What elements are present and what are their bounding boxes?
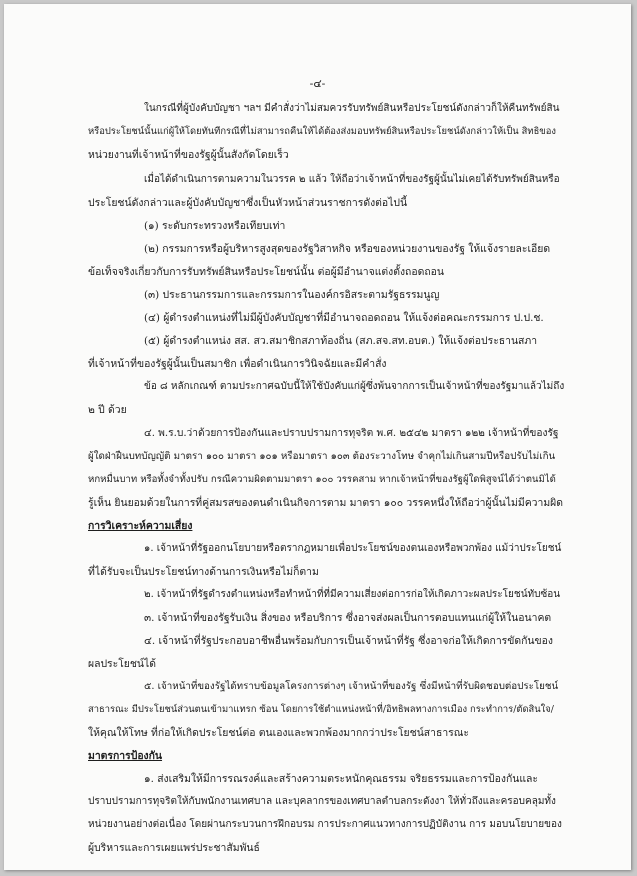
text-line: สาธารณะ มีประโยชน์ส่วนตนเข้ามาแทรก ซ้อน โดยการใช้ตำแหน่งหน้าที่/อิทธิพลทางการเมือง กระทำการ/ตัดสินใจ/ bbox=[88, 704, 554, 715]
text-line: ผลประโยชน์ได้ bbox=[88, 658, 157, 670]
text-line: หน่วยงานที่เจ้าหน้าที่ของรัฐผู้นั้นสังกัดโดยเร็ว bbox=[88, 149, 289, 161]
list-item: ๔. เจ้าหน้าที่รัฐประกอบอาชีพอื่นพร้อมกับการเป็นเจ้าหน้าที่รัฐ ซึ่งอาจก่อให้เกิดการขัดกันของ bbox=[144, 635, 553, 647]
list-item: (๑) ระดับกระทรวงหรือเทียบเท่า bbox=[144, 220, 286, 232]
list-item: (๔) ผู้ดำรงตำแหน่งที่ไม่มีผู้บังคับบัญชาที่มีอำนาจถอดถอน ให้แจ้งต่อคณะกรรมการ ป.ป.ช. bbox=[144, 312, 544, 324]
list-item: ๑. เจ้าหน้าที่รัฐออกนโยบายหรือตรากฎหมายเพื่อประโยชน์ของตนเองหรือพวกพ้อง แม้ว่าประโยชน์ bbox=[144, 543, 562, 554]
text-line: ปราบปรามการทุจริตให้กับพนักงานเทศบาล และบุคลากรของเทศบาลตำบลกระดังงา ให้ทั่วถึงและครอบคลุมทั้ง bbox=[88, 796, 556, 807]
text-line: ๒ ปี ด้วย bbox=[88, 404, 127, 416]
list-item: ๑. ส่งเสริมให้มีการรณรงค์และสร้างความตระหนักคุณธรรม จริยธรรมและการป้องกันและ bbox=[144, 773, 539, 785]
text-line: หน่วยงานอย่างต่อเนื่อง โดยผ่านกระบวนการฝึกอบรม การประกาศแนวทางการปฏิบัติงาน การ มอบนโยบายของ bbox=[88, 819, 562, 830]
text-line: หกหมื่นบาท หรือทั้งจำทั้งปรับ กรณีความผิดตามมาตรา ๑๐๐ วรรคสาม หากเจ้าหน้าที่ของรัฐผู้ใดพิสูจน์ได้ว่าตนมิได้ bbox=[88, 474, 556, 485]
list-item: (๒) กรรมการหรือผู้บริหารสูงสุดของรัฐวิสาหกิจ หรือของหน่วยงานของรัฐ ให้แจ้งรายละเอียด bbox=[144, 243, 551, 255]
text-line: ข้อเท็จจริงเกี่ยวกับการรับทรัพย์สินหรือประโยชน์นั้น ต่อผู้มีอำนาจแต่งตั้งถอดถอน bbox=[88, 266, 444, 278]
text-line: ๔. พ.ร.บ.ว่าด้วยการป้องกันและปราบปรามการทุจริต พ.ศ. ๒๕๔๒ มาตรา ๑๒๒ เจ้าหน้าที่ของรัฐ bbox=[144, 428, 559, 439]
text-line: ในกรณีที่ผู้บังคับบัญชา ฯลฯ มีคำสั่งว่าไม่สมควรรับทรัพย์สินหรือประโยชน์ดังกล่าวก็ให้คืนทรัพย์สิน bbox=[144, 103, 560, 114]
text-line: ผู้ใดฝ่าฝืนบทบัญญัติ มาตรา ๑๐๐ มาตรา ๑๐๑ หรือมาตรา ๑๐๓ ต้องระวางโทษ จำคุกไม่เกินสามปีหรือปรับไม่เกิน bbox=[88, 451, 556, 462]
section-heading: มาตรการป้องกัน bbox=[88, 750, 163, 762]
text-line: ข้อ ๘ หลักเกณฑ์ ตามประกาศฉบับนี้ให้ใช้บังคับแก่ผู้ซึ่งพ้นจากการเป็นเจ้าหน้าที่ของรัฐมาแล้วไม่ถึง bbox=[144, 381, 565, 392]
text-line: รู้เห็น ยินยอมด้วยในการที่คู่สมรสของตนดำเนินกิจการตาม มาตรา ๑๐๐ วรรคหนึ่งให้ถือว่าผู้นั้นไม่มีความผิด bbox=[88, 497, 564, 509]
list-item: ๓. เจ้าหน้าที่ของรัฐรับเงิน สิ่งของ หรือบริการ ซึ่งอาจส่งผลเป็นการตอบแทนแก่ผู้ให้ในอนาคต bbox=[144, 612, 552, 624]
text-line: ที่ได้รับจะเป็นประโยชน์ทางด้านการเงินหรือไม่ก็ตาม bbox=[88, 566, 319, 578]
text-line: เมื่อได้ดำเนินการตามความในวรรค ๒ แล้ว ให้ถือว่าเจ้าหน้าที่ของรัฐผู้นั้นไม่เคยได้รับทรัพย์สินหรือ bbox=[144, 174, 560, 185]
text-line: ประโยชน์ดังกล่าวและผู้บังคับบัญชาซึ่งเป็นหัวหน้าส่วนราชการดังต่อไปนี้ bbox=[88, 197, 408, 209]
list-item: ๕. เจ้าหน้าที่ของรัฐได้ทราบข้อมูลโครงการต่างๆ เจ้าหน้าที่ของรัฐ ซึ่งมีหน้าที่รับผิดชอบต่อประโยชน์ bbox=[144, 681, 559, 692]
list-item: ๒. เจ้าหน้าที่รัฐดำรงตำแหน่งหรือทำหน้าที่ที่มีความเสี่ยงต่อการก่อให้เกิดภาวะผลประโยชน์ทับซ้อน bbox=[144, 589, 561, 600]
section-heading: การวิเคราะห์ความเสี่ยง bbox=[88, 520, 193, 532]
list-item: (๕) ผู้ดำรงตำแหน่ง สส. สว.สมาชิกสภาท้องถิ่น (สภ.สจ.สท.อบต.) ให้แจ้งต่อประธานสภา bbox=[144, 335, 538, 347]
text-line: ให้คุณให้โทษ ที่ก่อให้เกิดประโยชน์ต่อ ตนเองและพวกพ้องมากกว่าประโยชน์สาธารณะ bbox=[88, 727, 469, 739]
text-line: ที่เจ้าหน้าที่ของรัฐผู้นั้นเป็นสมาชิก เพื่อดำเนินการวินิจฉัยและมีคำสั่ง bbox=[88, 358, 387, 370]
page-number: -๔- bbox=[309, 77, 326, 90]
list-item: (๓) ประธานกรรมการและกรรมการในองค์กรอิสระตามรัฐธรรมนูญ bbox=[144, 289, 440, 301]
text-line: หรือประโยชน์นั้นแก่ผู้ให้โดยทันทีกรณีที่ไม่สามารถคืนให้ได้ต้องส่งมอบทรัพย์สินหรือประโยชน์ดังกล่าวให้เป็น สิทธิของ bbox=[88, 126, 556, 137]
text-line: ผู้บริหารและการเผยแพร่ประชาสัมพันธ์ bbox=[88, 842, 260, 854]
document-page bbox=[4, 4, 631, 870]
